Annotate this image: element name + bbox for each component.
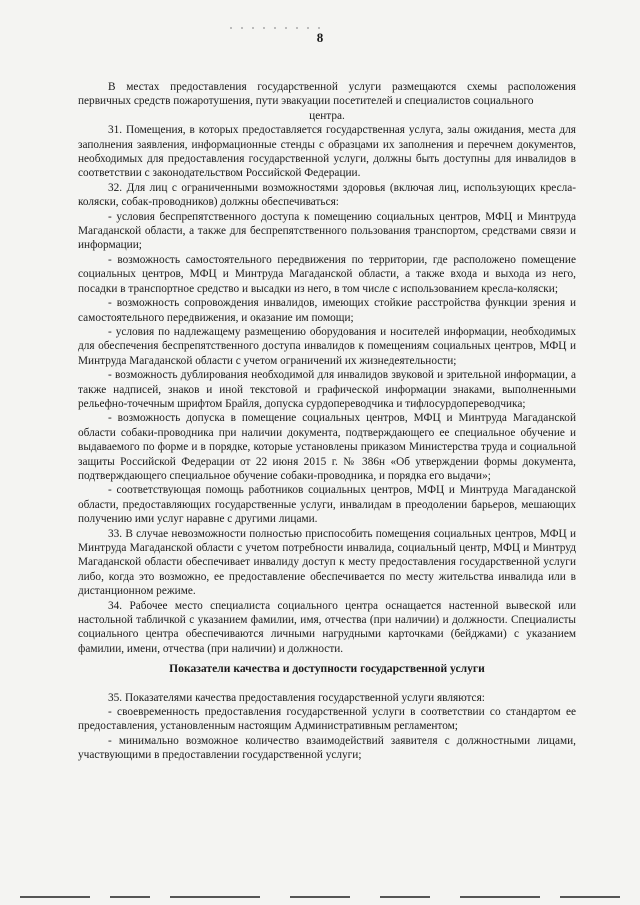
paragraph-31: 31. Помещения, в которых предоставляется государственная услуга, залы ожидания, места для заполнения заявления, информационные стенды с образцами их заполнения и перечнем документов, необходимых для предоставления государственной услуги, должны быть доступны для инвалидов в соответствии с законодательством Российской Федерации. (78, 124, 576, 180)
list-item: - своевременность предоставления государственной услуги в соответствии со стандартом ее предоставления, установленным настоящим Административным регламентом; (78, 706, 576, 733)
document-body (78, 80, 576, 763)
paragraph-33: 33. В случае невозможности полностью приспособить помещения социальных центров, МФЦ и Минтруда Магаданской области с учетом потребности инвалида, социальный центр, МФЦ и Минтруд Магаданской области обеспечивает инвалиду доступ к месту предоставления государственной услуги либо, когда это возможно, ее предоставление обеспечивается по месту жительства инвалида или в дистанционном режиме. (78, 527, 576, 598)
paragraph: центра. (309, 109, 345, 122)
page-number: 8 (316, 30, 324, 45)
list-item: - условия беспрепятственного доступа к помещению социальных центров, МФЦ и Минтруда Магаданской области, а также для беспрепятственного пользования транспортом, средствами связи и информации; (78, 210, 576, 252)
list-item: - возможность самостоятельного передвижения по территории, где расположено помещение социальных центров, МФЦ и Минтруда Магаданской области, а также входа и выхода из него, посадки в транспортное средство и высадки из него, в том числе с использованием кресла-коляски; (78, 253, 576, 295)
section-heading: Показатели качества и доступности государственной услуги (169, 662, 485, 676)
paragraph-35: 35. Показателями качества предоставления государственной услуги являются: (108, 691, 485, 704)
paragraph: В местах предоставления государственной услуги размещаются схемы расположения первичных средств пожаротушения, пути эвакуации посетителей и специалистов социального (78, 81, 576, 108)
list-item: - возможность сопровождения инвалидов, имеющих стойкие расстройства функции зрения и самостоятельного передвижения, и оказание им помощи; (78, 297, 576, 324)
list-item: - условия по надлежащему размещению оборудования и носителей информации, необходимых для обеспечения беспрепятственного доступа инвалидов к помещениям социальных центров, МФЦ и Минтруда Магаданской области с учетом ограничений их жизнедеятельности; (78, 325, 576, 367)
list-item: - возможность дублирования необходимой для инвалидов звуковой и зрительной информации, а также надписей, знаков и иной текстовой и графической информации знаками, выполненными рельефно-точечным шрифтом Брайля, допуска сурдопереводчика и тифлосурдопереводчика; (78, 369, 576, 410)
paragraph-32: 32. Для лиц с ограниченными возможностями здоровья (включая лиц, использующих кресла-коляски, собак-проводников) должны обеспечиваться: (78, 181, 576, 209)
paragraph-34: 34. Рабочее место специалиста социального центра оснащается настенной вывеской или настольной табличкой с указанием фамилии, имя, отчества (при наличии) и должности. Специалисты социального центра обеспечиваются личными нагрудными карточками (бейджами) с указанием фамилии, имени, отчества (при наличии) и должности. (78, 599, 576, 655)
scan-noise (230, 16, 340, 19)
list-item: - минимально возможное количество взаимодействий заявителя с должностными лицами, участвующими в предоставлении государственной услуги; (78, 734, 576, 762)
scan-bottom-edge (0, 896, 640, 899)
list-item: - возможность допуска в помещение социальных центров, МФЦ и Минтруда Магаданской области собаки-проводника при наличии документа, подтверждающего ее специальное обучение и выдаваемого по форме и в порядке, которые установлены приказом Министерства труда и социальной защиты Российской Федерации от 22 июня 2015 г. № 386н «Об утверждении формы документа, подтверждающего специальное обучение собаки-проводника, и порядка его выдачи»; (78, 412, 576, 482)
list-item: - соответствующая помощь работников социальных центров, МФЦ и Минтруда Магаданской области, предоставляющих государственные услуги, инвалидам в преодолении барьеров, мешающих получению ими услуг наравне с другими лицами. (78, 484, 576, 526)
